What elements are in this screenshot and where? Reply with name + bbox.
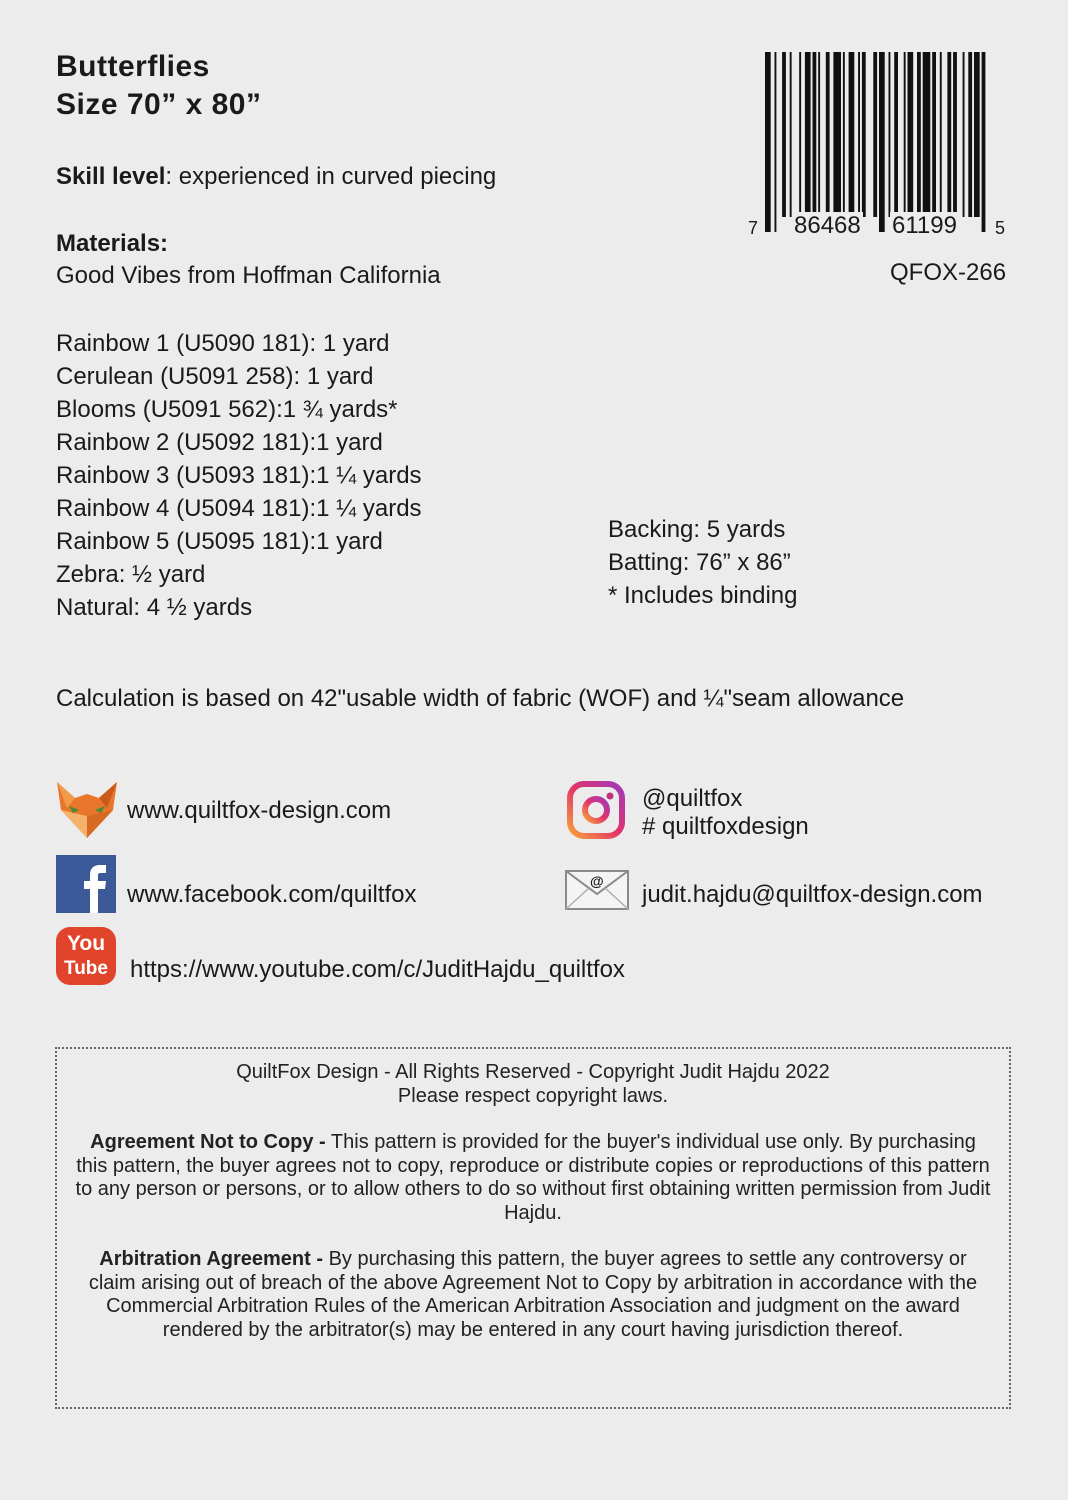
instagram-handle[interactable]: @quiltfox	[642, 785, 743, 812]
barcode-digit-right: 5	[995, 218, 1006, 238]
agreement-not-to-copy	[57, 1131, 1009, 1225]
fabric-item: Natural: 4 ½ yards	[56, 594, 253, 621]
fabric-item: Blooms (U5091 562):1 ¾ yards*	[56, 396, 398, 423]
batting-item: Batting: 76” x 86”	[608, 549, 791, 576]
backing-batting-list	[608, 513, 797, 612]
skill-level-value: : experienced in curved piecing	[165, 163, 497, 190]
sku-code: QFOX-266	[890, 259, 1007, 286]
fabric-list	[56, 327, 422, 624]
instagram-info	[642, 785, 809, 841]
copyright-line: QuiltFox Design - All Rights Reserved - Copyright Judit Hajdu 2022	[236, 1061, 830, 1083]
email-icon	[565, 870, 629, 910]
fabric-item: Cerulean (U5091 258): 1 yard	[56, 363, 374, 390]
arbitration-agreement	[57, 1248, 1009, 1342]
instagram-icon	[566, 781, 626, 839]
barcode-group-2: 61199	[892, 212, 957, 239]
arbitration-title: Arbitration Agreement -	[99, 1248, 324, 1270]
fox-logo-icon	[55, 780, 119, 840]
barcode-digit-left: 7	[748, 218, 759, 238]
youtube-link[interactable]: https://www.youtube.com/c/JuditHajdu_quiltfox	[130, 956, 625, 983]
materials-heading: Materials:	[56, 230, 169, 257]
fabric-item: Rainbow 1 (U5090 181): 1 yard	[56, 330, 390, 357]
pattern-title	[56, 48, 261, 124]
legal-notice	[55, 1047, 1011, 1409]
fabric-item: Zebra: ½ yard	[56, 561, 206, 588]
fabric-item: Rainbow 4 (U5094 181):1 ¼ yards	[56, 495, 422, 522]
copyright-reminder: Please respect copyright laws.	[397, 1084, 669, 1107]
instagram-hashtag[interactable]: # quiltfoxdesign	[642, 813, 809, 840]
fabric-item: Rainbow 5 (U5095 181):1 yard	[56, 528, 383, 555]
youtube-logo-bottom: Tube	[64, 958, 108, 979]
facebook-link[interactable]: www.facebook.com/quiltfox	[127, 881, 417, 908]
youtube-logo-top: You	[66, 932, 106, 955]
barcode-image	[765, 52, 991, 232]
pattern-name: Butterflies	[56, 50, 210, 83]
website-link[interactable]: www.quiltfox-design.com	[127, 797, 392, 824]
skill-level-label: Skill level	[56, 163, 166, 190]
agreement-text: This pattern is provided for the buyer's individual use only. By purchasing this pattern, the buyer agrees not to copy, reproduce or distribute copies or reproductions of this pattern to any person or persons, or to allow others to do so without first obtaining written permission from Judit Hajdu.	[75, 1131, 991, 1224]
youtube-icon	[56, 927, 116, 985]
email-link[interactable]: judit.hajdu@quiltfox-design.com	[642, 881, 983, 908]
backing-item: Backing: 5 yards	[608, 516, 786, 543]
binding-note: * Includes binding	[608, 582, 798, 609]
fabric-item: Rainbow 2 (U5092 181):1 yard	[56, 429, 383, 456]
barcode-group-1: 86468	[794, 212, 861, 239]
facebook-icon	[56, 855, 116, 913]
arbitration-text: By purchasing this pattern, the buyer agrees to settle any controversy or claim arising out of breach of the above Agreement Not to Copy by arbitration in accordance with the Commercial Arbitration Rules of the American Arbitration Association and judgment on the award rendered by the arbitrator(s) may be entered in any court having jurisdiction thereof.	[88, 1248, 978, 1341]
barcode-numbers	[740, 212, 1020, 242]
pattern-size: Size 70” x 80”	[56, 88, 262, 121]
skill-level	[56, 163, 496, 191]
materials-source: Good Vibes from Hoffman California	[56, 262, 441, 289]
email-at-glyph: @	[590, 873, 604, 889]
agreement-title: Agreement Not to Copy -	[90, 1131, 326, 1153]
calculation-note: Calculation is based on 42"usable width of fabric (WOF) and ¼"seam allowance	[56, 685, 905, 712]
fabric-item: Rainbow 3 (U5093 181):1 ¼ yards	[56, 462, 422, 489]
